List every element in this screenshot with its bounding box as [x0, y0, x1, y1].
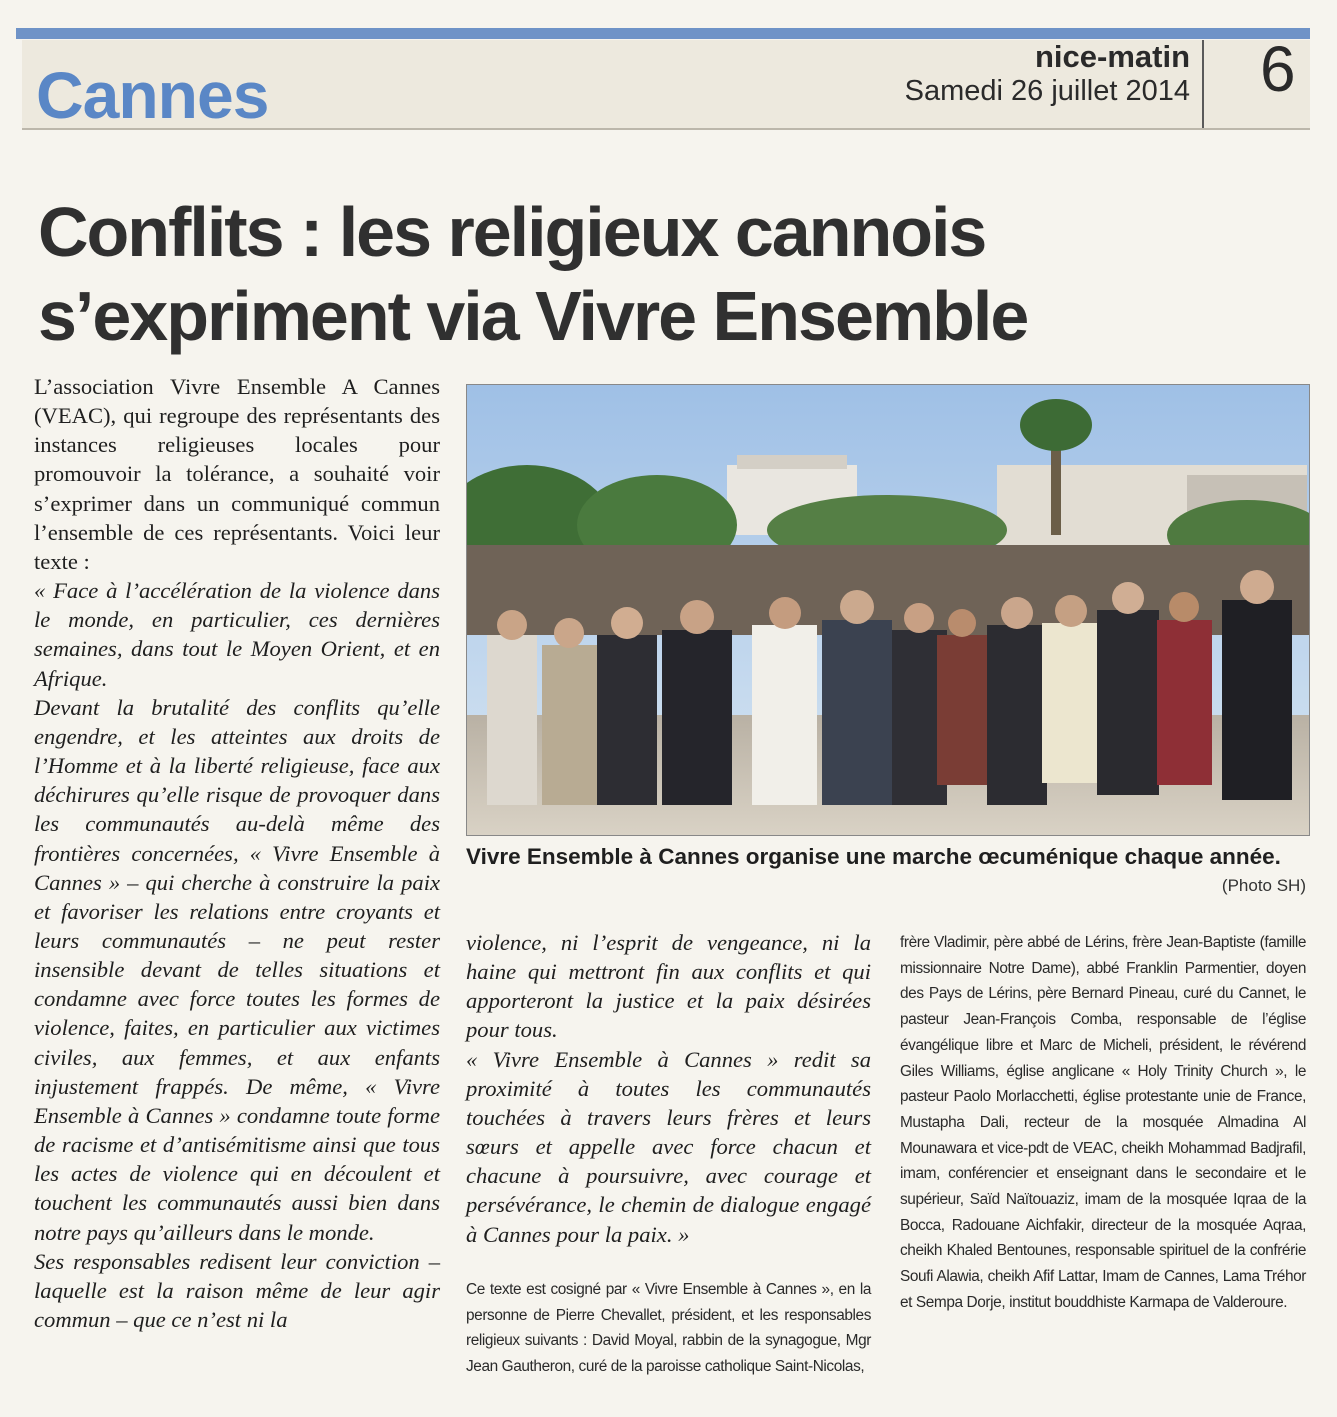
article-column-1 [34, 372, 440, 1334]
signatories-part-2: frère Vladimir, père abbé de Lérins, frère Jean-Baptiste (famille missionnaire Notre Dame), abbé Franklin Parmentier, doyen des Pays de Lérins, père Bernard Pineau, curé du Cannet, le pasteur Jean-François Comba, responsable de l’église évangélique libre et Marc de Micheli, président, le révérend Giles Williams, église anglicane « Holy Trinity Church », le pasteur Paolo Morlacchetti, église protestante unie de France, Mustapha Dali, recteur de la mosquée Almadina Al Mounawara et vice-pdt de VEAC, cheikh Mohammad Badjrafil, imam, conférencier et enseignant dans le secondaire et le supérieur, Saïd Naïtouaziz, imam de la mosquée Iqraa de la Bocca, Radouane Aichfakir, directeur de la mosquée Aqraa, cheikh Khaled Bentounes, responsable spirituel de la confrérie Soufi Alawia, cheikh Afif Lattar, Imam de Cannes, Lama Tréhor et Sempa Dorje, institut bouddhiste Karmapa de Valderoure. [900, 934, 1306, 1311]
article-headline [38, 190, 1308, 358]
article-photo [466, 384, 1310, 836]
top-color-bar [16, 28, 1310, 39]
photo-caption: Vivre Ensemble à Cannes organise une marche œcuménique chaque année. [466, 844, 1281, 869]
header-divider [1202, 40, 1204, 128]
publication-date: Samedi 26 juillet 2014 [904, 75, 1190, 107]
signatories-part-1: Ce texte est cosigné par « Vivre Ensemble à Cannes », en la personne de Pierre Chevallet, président, et les responsables religieux suivants : David Moyal, rabbin de la synagogue, Mgr Jean Gautheron, curé de la paroisse catholique Saint-Nicolas, [466, 1281, 871, 1376]
page-number: 6 [1260, 33, 1296, 105]
article-intro: L’association Vivre Ensemble A Cannes (VEAC), qui regroupe des représentants des instances religieuses locales pour promouvoir la tolérance, a souhaité voir s’exprimer dans un communiqué commun l’ensemble de ces représentants. Voici leur texte : [34, 374, 440, 574]
quote-paragraph-4: « Vivre Ensemble à Cannes » redit sa proximité à toutes les communautés touchées à travers leurs frères et leurs sœurs et appelle avec force chacun et chacune à poursuivre, avec courage et persévérance, le chemin de dialogue engagé à Cannes pour la paix. » [466, 1046, 871, 1247]
headline-line-2: s’expriment via Vivre Ensemble [38, 277, 1028, 355]
publication-info [905, 40, 1190, 108]
publication-name: nice-matin [1034, 39, 1190, 74]
quote-paragraph-1: « Face à l’accélération de la violence dans le monde, en particulier, ces dernières semaines, dans tout le Moyen Orient, et en Afrique. [34, 578, 440, 691]
quote-paragraph-2: Devant la brutalité des conflits qu’elle engendre, et les atteintes aux droits de l’Homme et à la liberté religieuse, face aux déchirures qu’elle risque de provoquer dans les communautés au-delà même des frontières concernées, « Vivre Ensemble à Cannes » – qui cherche à construire la paix et favoriser les relations entre croyants et leurs communautés – ne peut rester insensible devant de telles situations et condamne avec force toutes les formes de violence, faites, en particulier aux victimes civiles, aux femmes, et aux enfants injustement frappés. De même, « Vivre Ensemble à Cannes » condamne toute forme de racisme et d’antisémitisme ainsi que tous les actes de violence qui en découlent et touchent les communautés aussi bien dans notre pays qu’ailleurs dans le monde. [34, 694, 440, 1245]
section-title: Cannes [36, 58, 269, 132]
article-column-2 [466, 928, 871, 1249]
page-header [22, 33, 1310, 132]
quote-paragraph-3-start: Ses responsables redisent leur conviction – laquelle est la raison même de leur agir commun – que ce n’est ni la [34, 1248, 440, 1332]
photo-credit: (Photo SH) [1221, 876, 1306, 895]
headline-line-1: Conflits : les religieux cannois [38, 193, 986, 271]
quote-paragraph-3-end: violence, ni l’esprit de vengeance, ni la haine qui mettront fin aux conflits et qui apporteront la justice et la paix désirées pour tous. [466, 930, 871, 1043]
